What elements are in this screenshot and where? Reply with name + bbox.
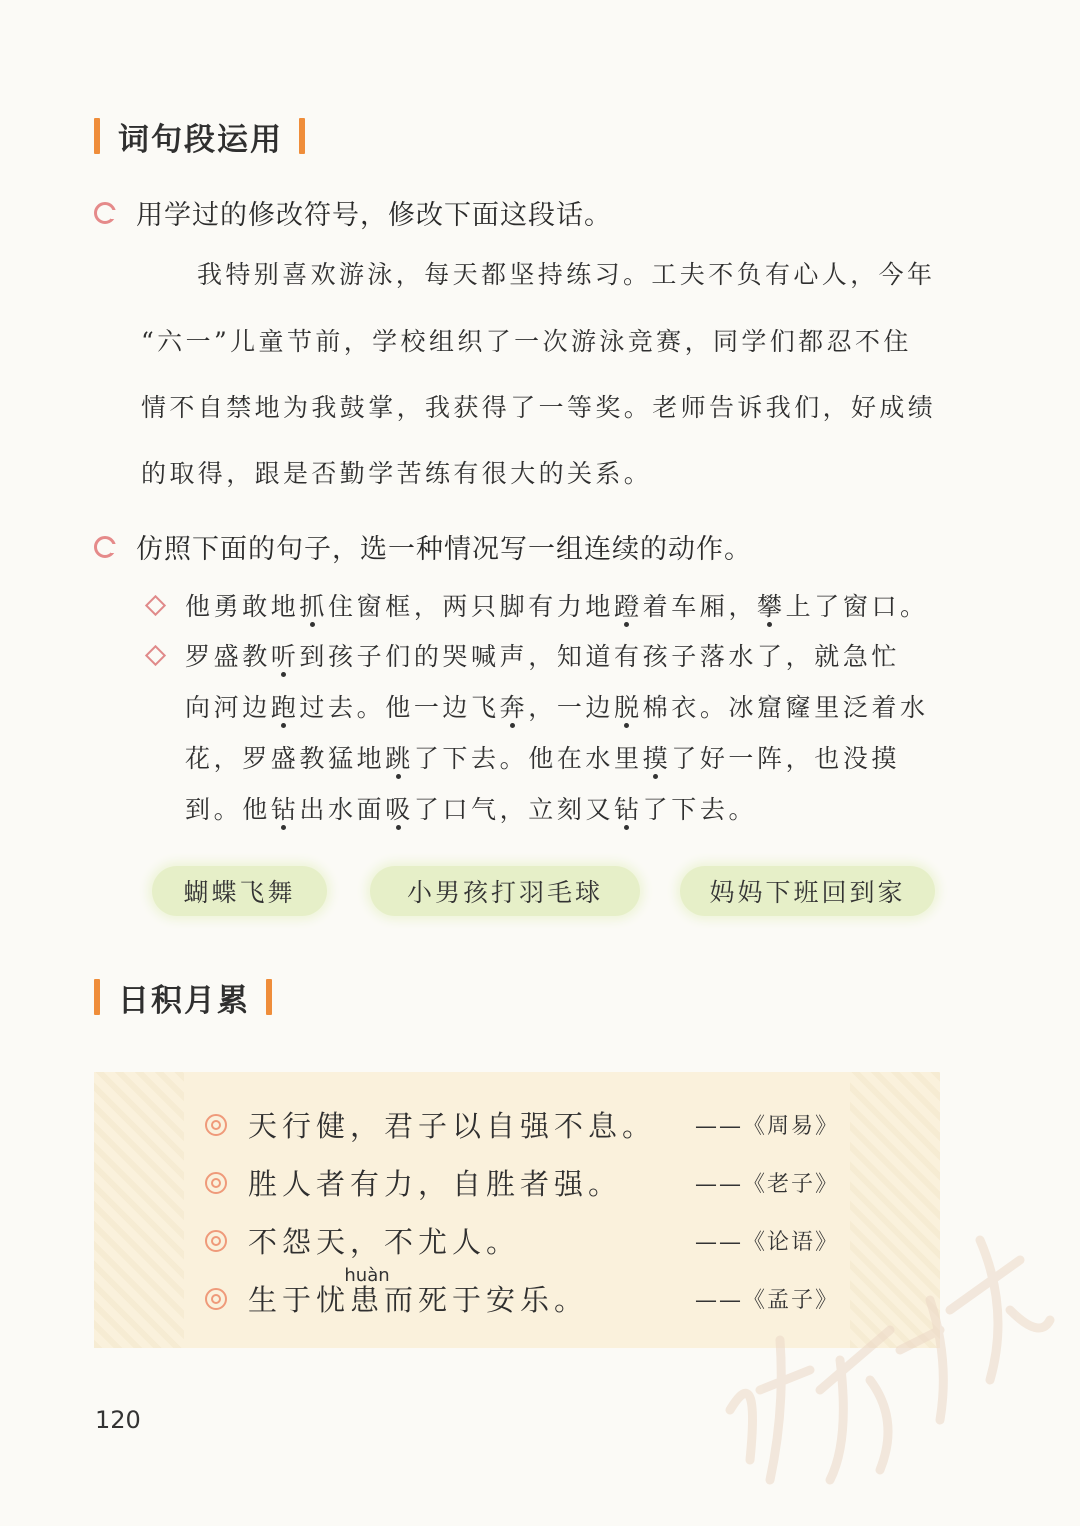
section-title: 词句段运用 <box>118 121 283 158</box>
option-label: 蝴蝶飞舞 <box>183 878 296 907</box>
example-line <box>185 789 929 840</box>
section-heading-word-sentence <box>94 114 305 158</box>
emphasis-dot-verb: 听 <box>270 642 300 671</box>
option-label: 小男孩打羽毛球 <box>406 878 603 907</box>
exercise-2-heading <box>94 527 752 566</box>
emphasis-dot-verb: 脱 <box>614 693 643 722</box>
emphasis-dot-verb: 钻 <box>270 795 300 824</box>
passage-line: “六一”儿童节前，学校组织了一次游泳竞赛，同学们都忍不住 <box>141 327 912 356</box>
emphasis-dot-verb: 抓 <box>299 592 329 621</box>
double-ring-bullet-icon <box>205 1288 227 1310</box>
quote-text-part: 生于忧 <box>248 1283 351 1317</box>
quote-source: ——《孟子》 <box>695 1288 840 1313</box>
example-line <box>185 586 929 637</box>
example-text-segment: 上了窗口。 <box>785 592 929 621</box>
passage-line: 的取得，跟是否勤学苦练有很大的关系。 <box>141 459 653 488</box>
example-line <box>185 636 929 687</box>
example-text-segment: 到孩子们的哭喊声，知道有孩子落水了，就急忙 <box>299 642 901 671</box>
quote-source: ——《老子》 <box>695 1172 840 1197</box>
option-label: 妈妈下班回到家 <box>709 878 906 907</box>
passage-line: 情不自禁地为我鼓掌，我获得了一等奖。老师告诉我们，好成绩 <box>141 393 937 422</box>
example-text-segment: 罗盛教 <box>185 642 271 671</box>
example-text-segment: 花，罗盛教猛地 <box>185 744 386 773</box>
emphasis-dot-verb: 跳 <box>385 744 414 773</box>
emphasis-dot-verb: 吸 <box>385 795 414 824</box>
heading-bar-right <box>299 118 305 154</box>
emphasis-dot-verb: 跑 <box>270 693 300 722</box>
section-title: 日积月累 <box>118 982 250 1019</box>
emphasis-dot-verb: 钻 <box>614 795 643 824</box>
double-ring-bullet-icon <box>205 1172 227 1194</box>
example-text-segment: 着车厢， <box>642 592 758 621</box>
example-line <box>185 687 929 738</box>
heading-bar-left <box>94 118 100 154</box>
example-text-segment: 棉衣。冰窟窿里泛着水 <box>642 693 929 722</box>
example-text-segment: 出水面 <box>299 795 386 824</box>
quote-text: 胜人者有力，自胜者强。 <box>248 1167 623 1201</box>
option-pill <box>370 866 640 916</box>
example-text-segment: 住窗框，两只脚有力地 <box>328 592 615 621</box>
emphasis-dot-verb: 奔 <box>499 693 529 722</box>
quote-text: 不怨天，不尤人。 <box>248 1225 521 1259</box>
option-pill <box>152 866 327 916</box>
emphasis-dot-verb: 摸 <box>642 744 672 773</box>
example-text-segment: 了下去。他在水里 <box>413 744 643 773</box>
ruby-character <box>344 1265 390 1322</box>
double-ring-bullet-icon <box>205 1230 227 1252</box>
exercise-1-heading <box>94 193 612 232</box>
example-text <box>185 586 929 637</box>
example-text-segment: 了好一阵，也没摸 <box>671 744 901 773</box>
emphasis-dot-verb: 攀 <box>757 592 786 621</box>
example-sentence-1 <box>144 586 929 637</box>
example-text-segment: 过去。他一边飞 <box>299 693 500 722</box>
ruby-base: 患 <box>350 1283 385 1317</box>
pinyin-annotation: huàn <box>344 1265 390 1286</box>
double-ring-bullet-icon <box>205 1114 227 1136</box>
exercise-instruction: 仿照下面的句子，选一种情况写一组连续的动作。 <box>136 534 752 565</box>
example-sentence-2 <box>144 636 929 840</box>
example-text-segment: 了下去。 <box>642 795 758 824</box>
diamond-bullet-icon <box>145 645 166 666</box>
example-text-segment: 了口气，立刻又 <box>413 795 615 824</box>
option-pill <box>680 866 935 916</box>
quote-row <box>205 1104 845 1148</box>
quote-text: 天行健，君子以自强不息。 <box>248 1109 657 1143</box>
emphasis-dot-verb: 蹬 <box>614 592 643 621</box>
heading-bar-right <box>266 979 272 1015</box>
quote-text <box>248 1265 589 1322</box>
quote-source: ——《论语》 <box>695 1230 840 1255</box>
ring-bullet-icon <box>94 202 116 224</box>
passage-line: 我特别喜欢游泳，每天都坚持练习。工夫不负有心人，今年 <box>197 260 936 289</box>
example-text-segment: ，一边 <box>528 693 615 722</box>
section-heading-daily-accumulation <box>94 975 272 1019</box>
watermark-logo <box>690 1160 1070 1490</box>
example-line <box>185 738 929 789</box>
heading-bar-left <box>94 979 100 1015</box>
quote-source: ——《周易》 <box>695 1114 840 1139</box>
example-text-segment: 到。他 <box>185 795 271 824</box>
example-text <box>185 636 929 840</box>
exercise-instruction: 用学过的修改符号，修改下面这段话。 <box>136 200 612 231</box>
example-text-segment: 他勇敢地 <box>185 592 300 621</box>
ring-bullet-icon <box>94 536 116 558</box>
diamond-bullet-icon <box>145 595 166 616</box>
quote-text-part: 而死于安乐。 <box>384 1283 589 1317</box>
page-number: 120 <box>95 1406 141 1434</box>
example-text-segment: 向河边 <box>185 693 271 722</box>
